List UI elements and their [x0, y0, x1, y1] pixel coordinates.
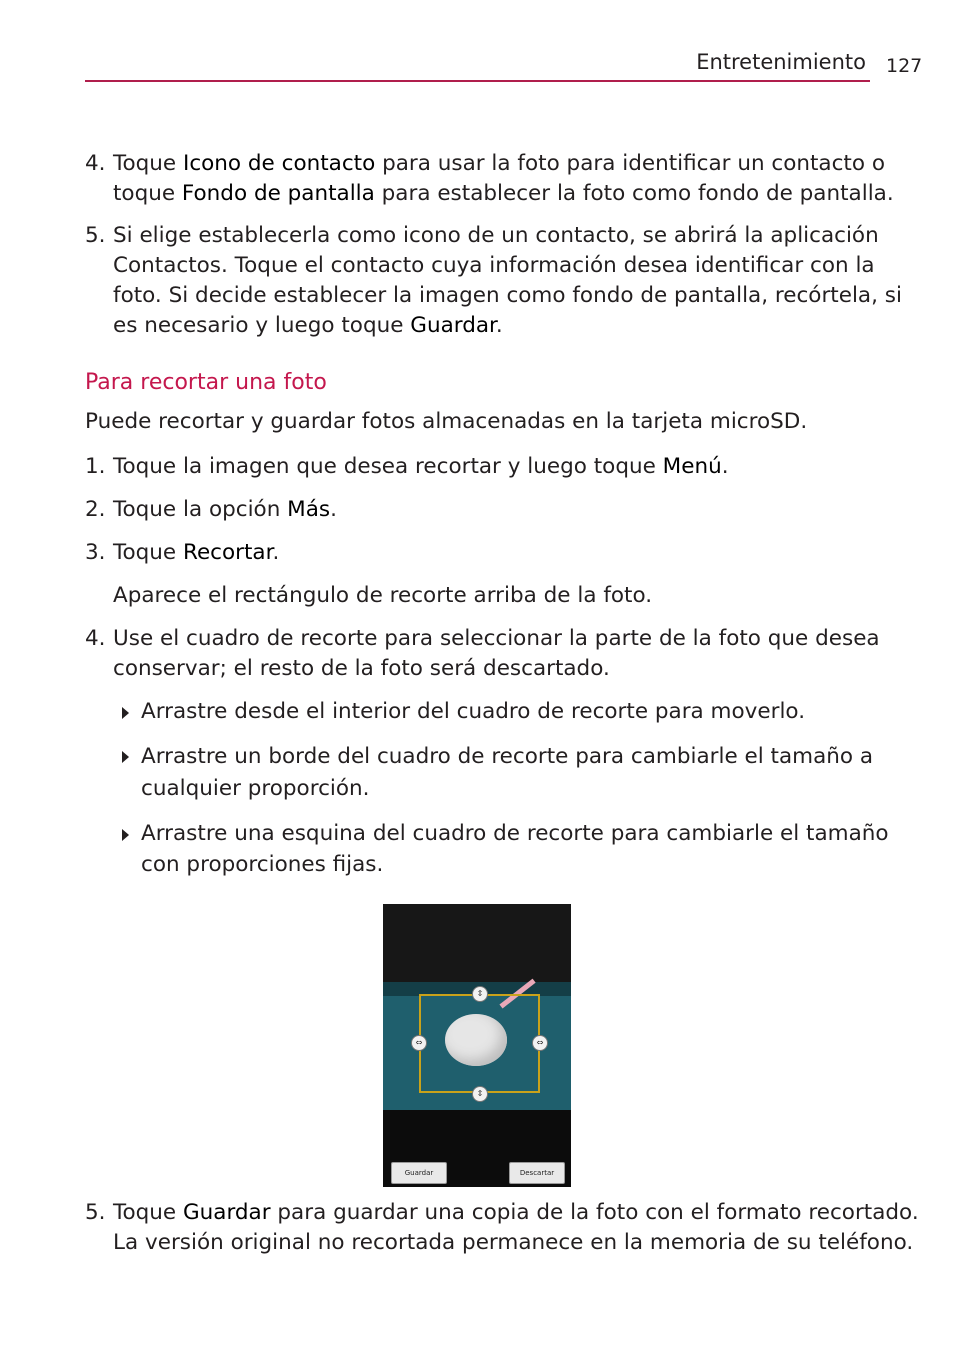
- page-number: 127: [886, 55, 923, 77]
- crop-handle-top-icon: ⇕: [472, 986, 488, 1002]
- step-text: Use el cuadro de recorte para seleccionar la parte de la foto que desea: [113, 626, 880, 651]
- bold-term: Recortar: [182, 540, 273, 565]
- section-title: Entretenimiento: [696, 50, 866, 74]
- bold-term: Más: [287, 497, 331, 522]
- screenshot-status-area: [383, 904, 571, 982]
- bold-term: Icono de contacto: [182, 151, 376, 176]
- step-text: Toque Guardar para guardar una copia de la foto con el formato recortado.: [113, 1200, 919, 1225]
- step-text: es necesario y luego toque Guardar.: [113, 313, 503, 338]
- bold-term: Menú: [662, 454, 722, 479]
- bold-term: Guardar: [410, 313, 496, 338]
- step-text: Contactos. Toque el contacto cuya información desea identificar con la: [113, 253, 875, 278]
- step-number: 5.: [85, 1200, 106, 1225]
- bold-term: Fondo de pantalla: [181, 181, 375, 206]
- step-text: La versión original no recortada permanece en la memoria de su teléfono.: [113, 1230, 914, 1255]
- bullet-text: cualquier proporción.: [141, 776, 370, 801]
- step-text: Toque Icono de contacto para usar la foto para identificar un contacto o: [113, 151, 886, 176]
- step-number: 3.: [85, 540, 106, 565]
- crop-screenshot: [383, 904, 571, 1187]
- step-text: toque Fondo de pantalla para establecer la foto como fondo de pantalla.: [113, 181, 894, 206]
- step-number: 1.: [85, 454, 106, 479]
- step-number: 2.: [85, 497, 106, 522]
- crop-handle-bottom-icon: ⇕: [472, 1086, 488, 1102]
- bullet-text: Arrastre una esquina del cuadro de recorte para cambiarle el tamaño: [141, 821, 889, 846]
- bullet-text: Arrastre desde el interior del cuadro de recorte para moverlo.: [141, 699, 806, 724]
- step-text: Toque Recortar.: [113, 540, 280, 565]
- save-button[interactable]: Guardar: [391, 1162, 447, 1184]
- step-text: Toque la opción Más.: [113, 497, 337, 522]
- step-text: foto. Si decide establecer la imagen como fondo de pantalla, recórtela, si: [113, 283, 902, 308]
- bullet-arrow-icon: [122, 829, 129, 841]
- step-note: Aparece el rectángulo de recorte arriba de la foto.: [113, 583, 653, 608]
- discard-button[interactable]: Descartar: [509, 1162, 565, 1184]
- step-number: 4.: [85, 151, 106, 176]
- step-text: Si elige establecerla como icono de un contacto, se abrirá la aplicación: [113, 223, 879, 248]
- bullet-arrow-icon: [122, 751, 129, 763]
- bullet-arrow-icon: [122, 707, 129, 719]
- bold-term: Guardar: [182, 1200, 271, 1225]
- header-divider: [85, 80, 870, 82]
- screenshot-photo: [383, 982, 571, 1110]
- step-number: 4.: [85, 626, 106, 651]
- section-heading: Para recortar una foto: [85, 370, 327, 395]
- crop-rectangle: [419, 994, 540, 1093]
- bullet-text: con proporciones fijas.: [141, 852, 384, 877]
- step-text: Toque la imagen que desea recortar y luego toque Menú.: [113, 454, 729, 479]
- crop-handle-left-icon: ⇔: [411, 1035, 427, 1051]
- intro-text: Puede recortar y guardar fotos almacenadas en la tarjeta microSD.: [85, 409, 808, 434]
- crop-handle-right-icon: ⇔: [532, 1035, 548, 1051]
- step-text: conservar; el resto de la foto será descartado.: [113, 656, 610, 681]
- step-number: 5.: [85, 223, 106, 248]
- bullet-text: Arrastre un borde del cuadro de recorte para cambiarle el tamaño a: [141, 744, 874, 769]
